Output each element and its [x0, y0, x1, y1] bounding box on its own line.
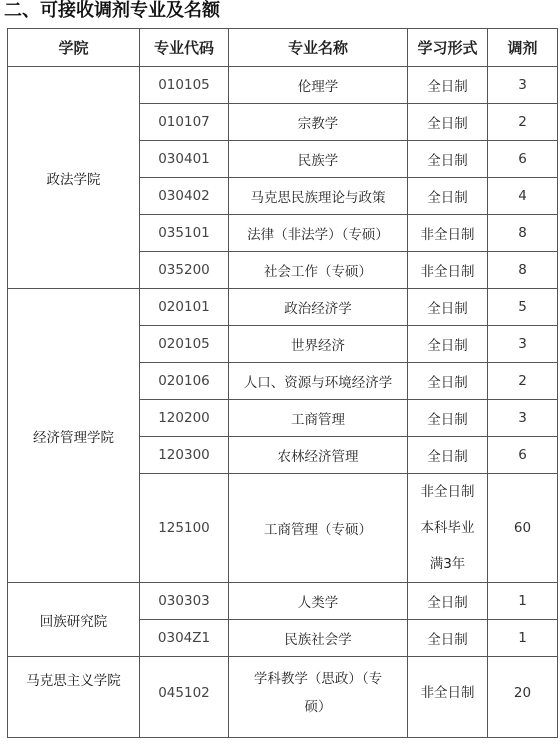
study-mode: 全日制 — [408, 400, 488, 437]
quota-value: 8 — [488, 252, 558, 289]
quota-value: 60 — [488, 474, 558, 583]
quota-value: 4 — [488, 178, 558, 215]
major-name: 马克思民族理论与政策 — [229, 178, 408, 215]
major-code: 120300 — [140, 437, 229, 474]
header-mode: 学习形式 — [408, 29, 488, 67]
study-mode: 全日制 — [408, 289, 488, 326]
quota-value: 1 — [488, 583, 558, 620]
header-quota: 调剂 — [488, 29, 558, 67]
college-cell: 政法学院 — [8, 67, 140, 289]
quota-table — [7, 28, 558, 738]
major-name-line: 硕） — [304, 699, 332, 715]
major-name: 人口、资源与环境经济学 — [229, 363, 408, 400]
major-code: 010105 — [140, 67, 229, 104]
quota-value: 20 — [488, 657, 558, 738]
study-mode: 全日制 — [408, 67, 488, 104]
major-code: 045102 — [140, 657, 229, 738]
major-name: 农林经济管理 — [229, 437, 408, 474]
study-mode — [408, 474, 488, 583]
major-code: 030303 — [140, 583, 229, 620]
study-mode-line: 满3年 — [429, 556, 466, 572]
major-code: 125100 — [140, 474, 229, 583]
major-code: 010107 — [140, 104, 229, 141]
study-mode: 全日制 — [408, 178, 488, 215]
quota-value: 3 — [488, 326, 558, 363]
quota-value: 6 — [488, 141, 558, 178]
major-name: 社会工作（专硕） — [229, 252, 408, 289]
header-code: 专业代码 — [140, 29, 229, 67]
major-code: 0304Z1 — [140, 620, 229, 657]
quota-value: 8 — [488, 215, 558, 252]
major-name: 工商管理 — [229, 400, 408, 437]
college-cell: 经济管理学院 — [8, 289, 140, 583]
study-mode: 非全日制 — [408, 657, 488, 738]
study-mode-line: 非全日制 — [420, 484, 475, 500]
quota-value: 3 — [488, 67, 558, 104]
major-name: 法律（非法学）（专硕） — [229, 215, 408, 252]
major-name: 民族学 — [229, 141, 408, 178]
major-code: 020106 — [140, 363, 229, 400]
major-name-line: 学科教学（思政）（专 — [253, 671, 383, 687]
study-mode: 全日制 — [408, 583, 488, 620]
study-mode: 全日制 — [408, 363, 488, 400]
major-code: 120200 — [140, 400, 229, 437]
major-code: 035101 — [140, 215, 229, 252]
quota-value: 3 — [488, 400, 558, 437]
study-mode: 全日制 — [408, 437, 488, 474]
major-name: 政治经济学 — [229, 289, 408, 326]
major-code: 030402 — [140, 178, 229, 215]
major-name: 工商管理（专硕） — [229, 474, 408, 583]
major-name: 人类学 — [229, 583, 408, 620]
table-row — [8, 583, 558, 620]
college-cell: 马克思主义学院 — [8, 657, 140, 738]
table-row — [8, 657, 558, 738]
major-name: 民族社会学 — [229, 620, 408, 657]
table-row — [8, 289, 558, 326]
study-mode: 全日制 — [408, 326, 488, 363]
study-mode: 全日制 — [408, 620, 488, 657]
major-name: 世界经济 — [229, 326, 408, 363]
study-mode-line: 本科毕业 — [420, 520, 475, 536]
quota-value: 2 — [488, 104, 558, 141]
study-mode: 全日制 — [408, 104, 488, 141]
major-code: 035200 — [140, 252, 229, 289]
header-row — [8, 29, 558, 67]
major-name — [229, 657, 408, 738]
study-mode: 非全日制 — [408, 252, 488, 289]
section-title: 二、可接收调剂专业及名额 — [4, 0, 220, 21]
major-code: 020101 — [140, 289, 229, 326]
header-college: 学院 — [8, 29, 140, 67]
major-name: 宗教学 — [229, 104, 408, 141]
major-code: 030401 — [140, 141, 229, 178]
college-cell: 回族研究院 — [8, 583, 140, 657]
study-mode: 非全日制 — [408, 215, 488, 252]
quota-value: 5 — [488, 289, 558, 326]
major-code: 020105 — [140, 326, 229, 363]
header-name: 专业名称 — [229, 29, 408, 67]
major-name: 伦理学 — [229, 67, 408, 104]
study-mode: 全日制 — [408, 141, 488, 178]
quota-value: 6 — [488, 437, 558, 474]
quota-value: 1 — [488, 620, 558, 657]
table-row — [8, 67, 558, 104]
quota-value: 2 — [488, 363, 558, 400]
